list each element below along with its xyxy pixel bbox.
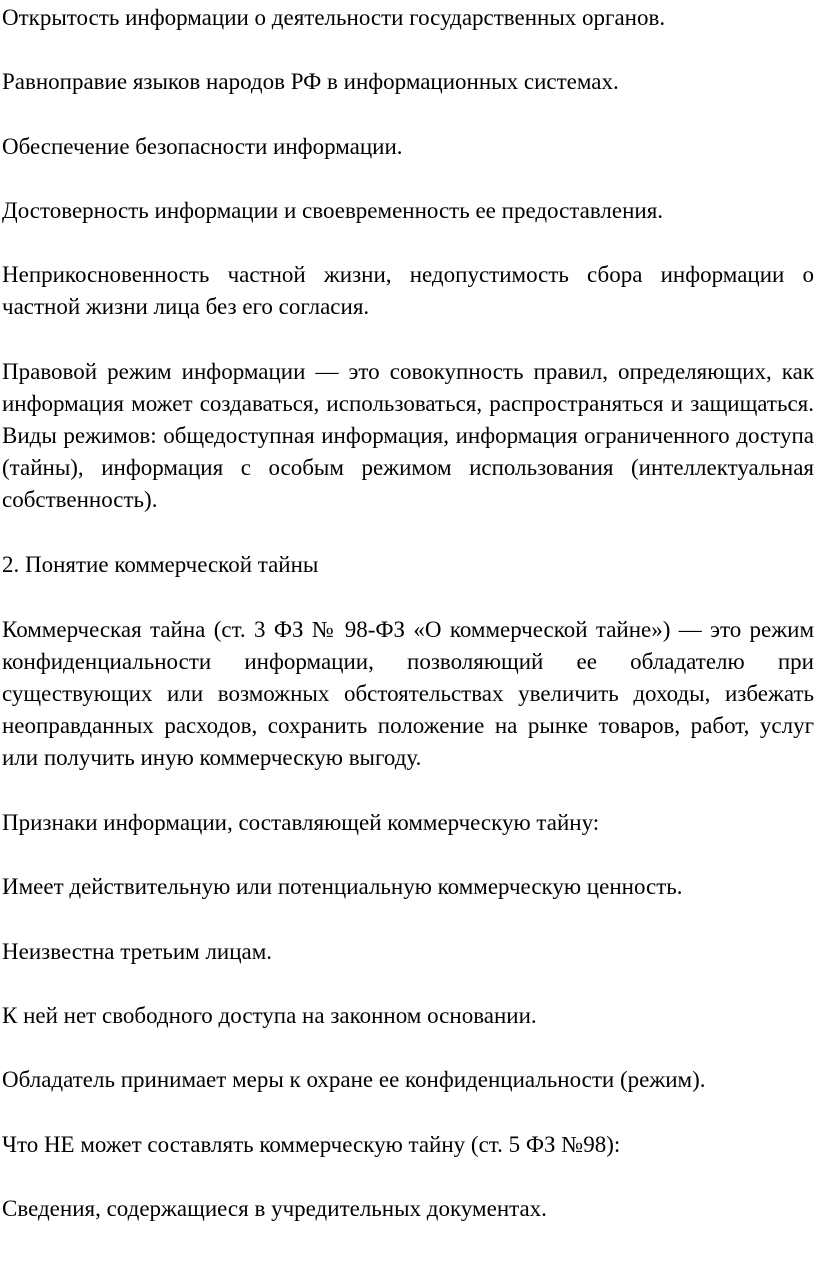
paragraph-trade-secret-signs: Признаки информации, составляющей коммерческую тайну: xyxy=(2,810,600,835)
paragraph-not-trade-secret: Что НЕ может составлять коммерческую тайну (ст. 5 ФЗ №98): xyxy=(2,1132,621,1157)
paragraph-unknown-to-third-parties: Неизвестна третьим лицам. xyxy=(2,939,273,964)
paragraph-protection-measures: Обладатель принимает меры к охране ее конфиденциальности (режим). xyxy=(2,1067,706,1092)
section-heading-trade-secret: 2. Понятие коммерческой тайны xyxy=(2,552,319,577)
paragraph-founding-documents: Сведения, содержащиеся в учредительных документах. xyxy=(2,1196,547,1221)
paragraph-privacy: Неприкосновенность частной жизни, недопустимость сбора информации о частной жизни лица без его согласия. xyxy=(2,262,814,319)
paragraph-security: Обеспечение безопасности информации. xyxy=(2,134,403,159)
paragraph-legal-regime: Правовой режим информации — это совокупность правил, определяющих, как информация может создаваться, использоваться, распространяться и защищаться. Виды режимов: общедоступная информация, информация ограниченного доступа (тайны), информация с особым режимом использования (интеллектуальная собственность). xyxy=(2,359,814,512)
paragraph-no-free-access: К ней нет свободного доступа на законном основании. xyxy=(2,1003,537,1028)
paragraph-openness: Открытость информации о деятельности государственных органов. xyxy=(2,5,666,30)
paragraph-reliability: Достоверность информации и своевременность ее предоставления. xyxy=(2,198,664,223)
paragraph-language-equality: Равноправие языков народов РФ в информационных системах. xyxy=(2,69,619,94)
paragraph-trade-secret-definition: Коммерческая тайна (ст. 3 ФЗ № 98-ФЗ «О коммерческой тайне») — это режим конфиденциальности информации, позволяющий ее обладателю при существующих или возможных обстоятельствах увеличить доходы, избежать неоправданных расходов, сохранить положение на рынке товаров, работ, услуг или получить иную коммерческую выгоду. xyxy=(2,617,814,770)
paragraph-commercial-value: Имеет действительную или потенциальную коммерческую ценность. xyxy=(2,874,683,899)
